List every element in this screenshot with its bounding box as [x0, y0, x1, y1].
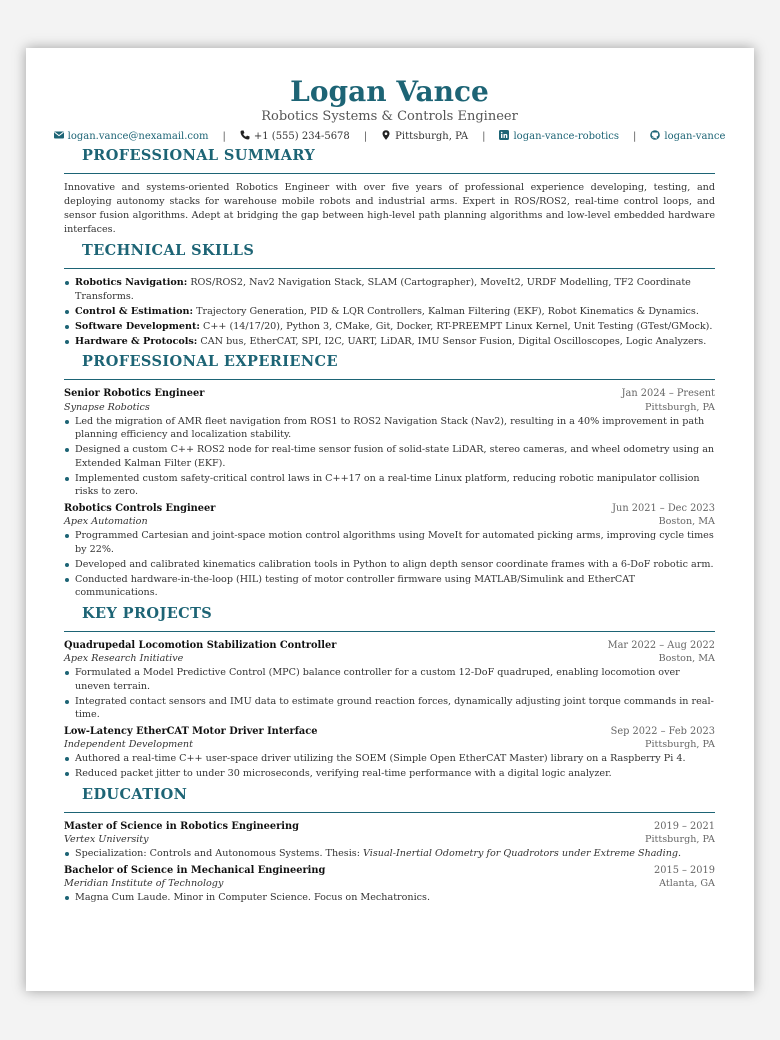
job-role: Robotics Controls Engineer [64, 502, 216, 514]
candidate-name: Logan Vance [290, 75, 489, 108]
list-item [64, 529, 715, 556]
bullet-icon [65, 325, 69, 329]
experience-section [64, 353, 715, 600]
school-name: Meridian Institute of Technology [64, 878, 224, 889]
job-location: Boston, MA [658, 516, 715, 527]
list-item [64, 276, 715, 303]
job-role: Senior Robotics Engineer [64, 388, 205, 399]
project-date: Mar 2022 – Aug 2022 [607, 639, 715, 651]
separator: | [363, 131, 368, 142]
location-text: Pittsburgh, PA [395, 131, 469, 142]
section-divider [64, 268, 715, 269]
degree-date: 2015 – 2019 [654, 864, 715, 876]
list-item [64, 472, 715, 499]
education-section [64, 786, 715, 905]
section-divider [64, 631, 715, 632]
github-link[interactable] [650, 130, 725, 144]
linkedin-icon [499, 130, 509, 140]
section-divider [64, 173, 715, 174]
bullet-text: Conducted hardware-in-the-loop (HIL) testing of motor controller firmware using MATLAB/Simulink and EtherCAT communications. [75, 573, 636, 598]
skills-section [64, 242, 715, 348]
bullet-icon [65, 340, 69, 344]
skill-label: Control & Estimation: [75, 305, 194, 317]
degree-date: 2019 – 2021 [654, 820, 715, 832]
job-entry [64, 502, 715, 600]
bullet-icon [65, 420, 69, 424]
list-item [64, 443, 715, 470]
contact-bar [64, 130, 726, 144]
bullet-text: Developed and calibrated kinematics calibration tools in Python to align depth sensor coordinate frames with a 6-DoF robotic arm. [75, 558, 714, 570]
project-date: Sep 2022 – Feb 2023 [610, 725, 715, 737]
bullet-icon [65, 700, 69, 704]
github-icon [650, 130, 660, 140]
bullet-icon [65, 852, 69, 856]
email-text: logan.vance@nexamail.com [67, 131, 209, 142]
job-date: Jan 2024 – Present [621, 388, 715, 399]
bullet-icon [65, 310, 69, 314]
list-item [64, 320, 715, 334]
thesis-title: Visual-Inertial Odometry for Quadrotors under Extreme Shading. [363, 848, 682, 859]
school-name: Vertex University [64, 834, 149, 845]
list-item [64, 891, 715, 905]
job-date: Jun 2021 – Dec 2023 [612, 502, 715, 514]
github-text: logan-vance [664, 131, 726, 142]
phone-text: +1 (555) 234-5678 [253, 131, 350, 142]
skill-label: Robotics Navigation: [75, 277, 188, 288]
candidate-title: Robotics Systems & Controls Engineer [261, 109, 518, 124]
phone-item [240, 130, 350, 144]
list-item [64, 335, 715, 349]
school-location: Atlanta, GA [659, 878, 715, 889]
bullet-text: Authored a real-time C++ user-space driver utilizing the SOEM (Simple Open EtherCAT Master) library on a Raspberry Pi 4. [75, 753, 686, 764]
bullet-text: Formulated a Model Predictive Control (MPC) balance controller for a custom 12-DoF quadruped, enabling locomotion over uneven terrain. [75, 667, 680, 692]
job-org: Synapse Robotics [64, 401, 150, 413]
job-entry [64, 387, 715, 499]
bullet-icon [65, 671, 69, 675]
project-location: Pittsburgh, PA [645, 739, 715, 750]
bullet-icon [65, 534, 69, 538]
bullet-text: Specialization: Controls and Autonomous Systems. Thesis: [75, 848, 364, 859]
bullet-text: Led the migration of AMR fleet navigation from ROS1 to ROS2 Navigation Stack (Nav2), resulting in a 40% improvement in path planning efficiency and localization stability. [75, 415, 705, 440]
school-location: Pittsburgh, PA [645, 834, 715, 845]
project-org: Independent Development [64, 739, 193, 750]
bullet-text: Magna Cum Laude. Minor in Computer Science. Focus on Mechatronics. [75, 892, 431, 903]
linkedin-link[interactable] [499, 130, 619, 144]
list-item [64, 415, 715, 442]
bullet-text: Designed a custom C++ ROS2 node for real-time sensor fusion of solid-state LiDAR, stereo cameras, and wheel odometry using an Extended Kalman Filter (EKF). [75, 444, 715, 469]
summary-text: Innovative and systems-oriented Robotics Engineer with over five years of professional experience developing, testing, and deploying autonomy stacks for warehouse mobile robots and industrial arms. Expert in ROS/ROS2, real-time control loops, and sensor fusion algorithms. Adept at bridging the gap between high-level path planning algorithms and low-level embedded hardware interfaces. [64, 182, 715, 235]
separator: | [482, 131, 486, 142]
bullet-icon [65, 448, 69, 452]
education-entry [64, 864, 715, 905]
project-title: Low-Latency EtherCAT Motor Driver Interface [64, 725, 318, 737]
resume-page [26, 48, 754, 991]
bullet-text: Integrated contact sensors and IMU data to estimate ground reaction forces, dynamically adjusting joint torque commands in real-time. [75, 695, 714, 720]
degree-title: Master of Science in Robotics Engineering [64, 820, 299, 832]
skill-value: ROS/ROS2, Nav2 Navigation Stack, SLAM (Cartographer), MoveIt2, URDF Modelling, TF2 Coordinate Transforms. [75, 277, 691, 302]
skill-value: CAN bus, EtherCAT, SPI, I2C, UART, LiDAR, IMU Sensor Fusion, Digital Oscilloscopes, Logic Analyzers. [200, 335, 707, 347]
project-title: Quadrupedal Locomotion Stabilization Controller [64, 639, 337, 651]
projects-section [64, 605, 715, 781]
skill-label: Software Development: [75, 320, 200, 332]
project-org: Apex Research Initiative [64, 653, 184, 664]
project-location: Boston, MA [658, 653, 715, 664]
list-item [64, 767, 715, 781]
education-entry [64, 820, 715, 861]
degree-title: Bachelor of Science in Mechanical Engineering [64, 864, 326, 876]
section-divider [64, 812, 715, 813]
list-item [64, 752, 715, 766]
project-entry [64, 639, 715, 722]
job-org: Apex Automation [64, 516, 148, 527]
envelope-icon [54, 130, 64, 140]
skill-value: C++ (14/17/20), Python 3, CMake, Git, Docker, RT-PREEMPT Linux Kernel, Unit Testing (GTest/GMock). [202, 320, 713, 332]
skill-value: Trajectory Generation, PID & LQR Controllers, Kalman Filtering (EKF), Robot Kinematics & Dynamics. [196, 305, 699, 317]
skills-list [64, 276, 715, 348]
bullet-icon [65, 772, 69, 776]
bullet-text: Reduced packet jitter to under 30 microseconds, verifying real-time performance with a digital logic analyzer. [75, 768, 612, 779]
map-pin-icon [381, 130, 391, 140]
bullet-text: Programmed Cartesian and joint-space motion control algorithms using MoveIt for automated picking arms, improving cycle times by 22%. [75, 530, 714, 555]
bullet-icon [65, 578, 69, 582]
section-heading: PROFESSIONAL EXPERIENCE [82, 353, 338, 370]
section-heading: KEY PROJECTS [82, 604, 213, 622]
linkedin-text: logan-vance-robotics [513, 131, 620, 142]
list-item [64, 666, 715, 693]
skill-label: Hardware & Protocols: [75, 335, 198, 347]
bullet-icon [65, 896, 69, 900]
resume-content [64, 75, 726, 910]
section-divider [64, 379, 715, 380]
phone-icon [240, 130, 250, 140]
project-entry [64, 725, 715, 781]
summary-section [64, 147, 715, 237]
list-item [64, 558, 715, 572]
bullet-icon [65, 281, 69, 285]
separator: | [633, 131, 637, 142]
list-item [64, 695, 715, 722]
separator: | [222, 131, 226, 142]
email-link[interactable] [54, 130, 209, 144]
bullet-text: Implemented custom safety-critical control laws in C++17 on a real-time Linux platform, reducing robotic manipulator collision risks to zero. [75, 472, 700, 497]
section-heading: PROFESSIONAL SUMMARY [82, 147, 316, 164]
section-heading: EDUCATION [82, 785, 188, 803]
bullet-icon [65, 563, 69, 567]
list-item [64, 847, 715, 861]
list-item [64, 573, 715, 600]
bullet-icon [65, 477, 69, 481]
location-item [381, 130, 468, 144]
section-heading: TECHNICAL SKILLS [82, 242, 255, 259]
list-item [64, 305, 715, 319]
bullet-icon [65, 757, 69, 761]
job-location: Pittsburgh, PA [645, 401, 715, 413]
